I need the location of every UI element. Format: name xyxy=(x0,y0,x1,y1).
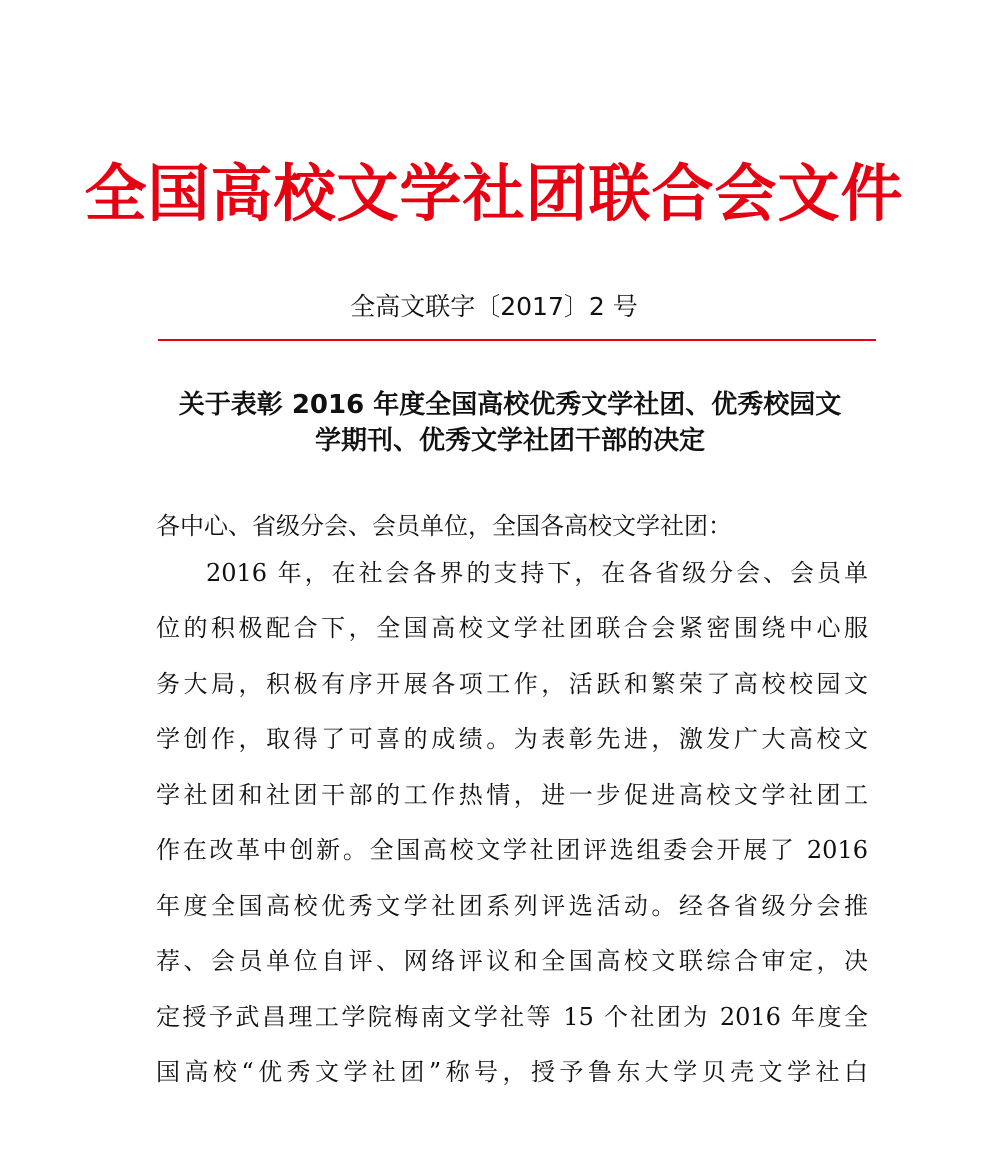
body-paragraph-line: 作在改革中创新。全国高校文学社团评选组委会开展了 2016 xyxy=(156,836,868,864)
org-header: 全国高校文学社团联合会文件 xyxy=(84,157,904,230)
body-paragraph-line: 位的积极配合下，全国高校文学社团联合会紧密围绕中心服 xyxy=(156,614,868,642)
body-paragraph-line: 2016 年，在社会各界的支持下，在各省级分会、会员单 xyxy=(206,559,868,587)
document-title-line: 关于表彰 2016 年度全国高校优秀文学社团、优秀校园文 xyxy=(178,390,842,420)
document-title-line: 学期刊、优秀文学社团干部的决定 xyxy=(314,426,705,456)
body-paragraph-line: 年度全国高校优秀文学社团系列评选活动。经各省级分会推 xyxy=(156,892,868,920)
salutation: 各中心、省级分会、会员单位，全国各高校文学社团： xyxy=(156,512,732,540)
body-paragraph-line: 定授予武昌理工学院梅南文学社等 15 个社团为 2016 年度全 xyxy=(156,1003,868,1031)
body-paragraph-line: 荐、会员单位自评、网络评议和全国高校文联综合审定，决 xyxy=(156,947,868,975)
red-divider-line xyxy=(158,339,876,341)
body-paragraph-line: 学社团和社团干部的工作热情，进一步促进高校文学社团工 xyxy=(156,781,868,809)
document-title xyxy=(140,387,880,459)
body-paragraph-line: 学创作，取得了可喜的成绩。为表彰先进，激发广大高校文 xyxy=(156,725,868,753)
document-number: 全高文联字〔2017〕2 号 xyxy=(350,292,638,321)
body-paragraph-line: 国高校“优秀文学社团”称号，授予鲁东大学贝壳文学社白 xyxy=(156,1058,868,1086)
body-paragraph-line: 务大局，积极有序开展各项工作，活跃和繁荣了高校校园文 xyxy=(156,670,868,698)
